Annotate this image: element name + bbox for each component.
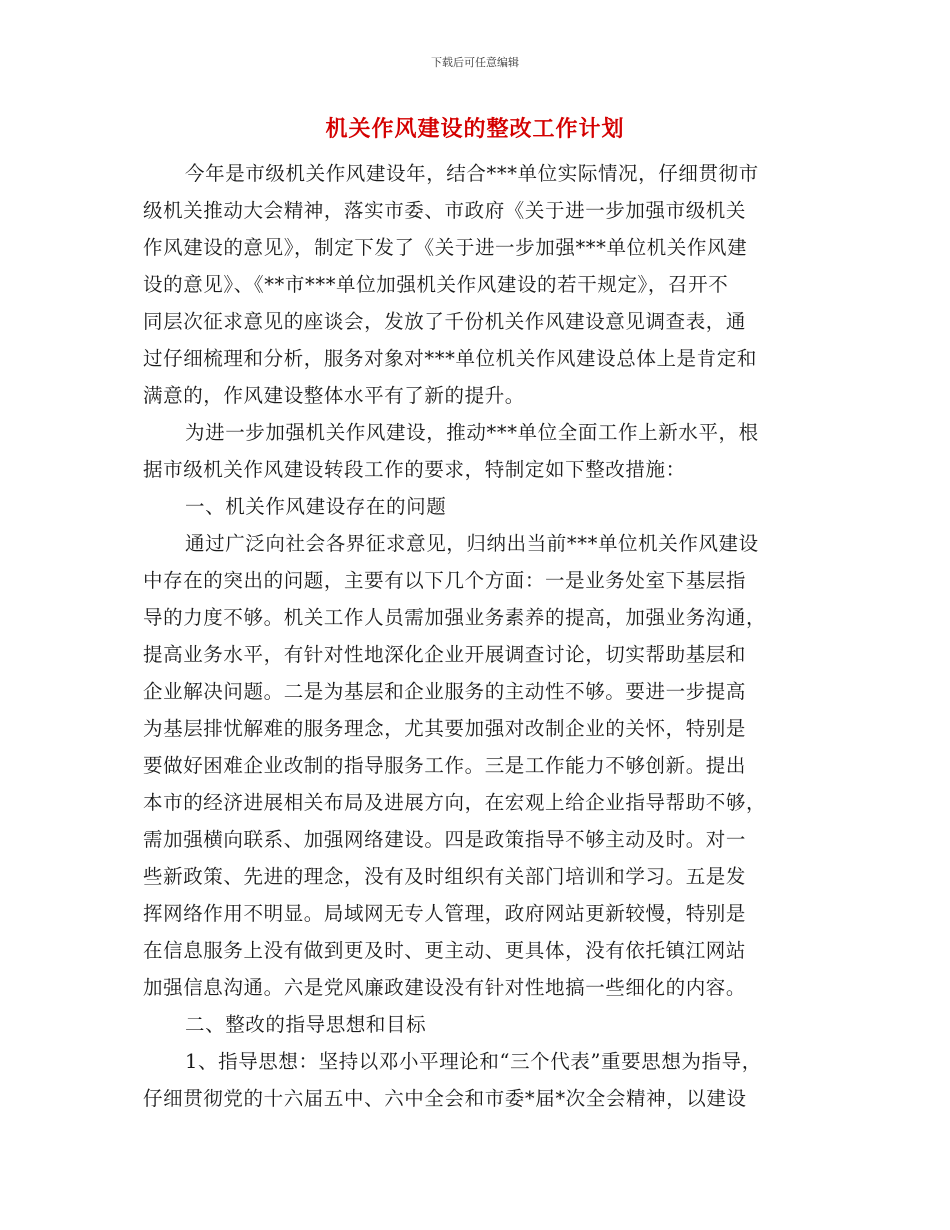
- body-line: 据市级机关作风建设转段工作的要求，特制定如下整改措施：: [143, 458, 686, 481]
- body-line: 1、指导思想：坚持以邓小平理论和“三个代表”重要思想为指导，: [185, 1050, 762, 1073]
- body-line: 提高业务水平，有针对性地深化企业开展调查讨论，切实帮助基层和: [143, 643, 747, 666]
- body-line: 设的意见》、《**市***单位加强机关作风建设的若干规定》，召开不: [143, 273, 729, 296]
- body-line: 些新政策、先进的理念，没有及时组织有关部门培训和学习。五是发: [143, 865, 747, 888]
- body-line: 中存在的突出的问题，主要有以下几个方面：一是业务处室下基层指: [143, 569, 747, 592]
- body-line: 仔细贯彻党的十六届五中、六中全会和市委*届*次全会精神，以建设: [143, 1087, 747, 1110]
- body-line: 企业解决问题。二是为基层和企业服务的主动性不够。要进一步提高: [143, 680, 747, 703]
- body-line: 为基层排忧解难的服务理念，尤其要加强对改制企业的关怀，特别是: [143, 717, 747, 740]
- body-line: 级机关推动大会精神，落实市委、市政府《关于进一步加强市级机关: [143, 199, 747, 222]
- body-line: 本市的经济进展相关布局及进展方向，在宏观上给企业指导帮助不够，: [143, 791, 767, 814]
- document-body: [143, 155, 808, 1117]
- body-line: 同层次征求意见的座谈会，发放了千份机关作风建设意见调查表，通: [143, 310, 747, 333]
- body-line: 满意的，作风建设整体水平有了新的提升。: [143, 384, 525, 407]
- body-line: 加强信息沟通。六是党风廉政建设没有针对性地搞一些细化的内容。: [143, 976, 747, 999]
- body-line: 二、整改的指导思想和目标: [185, 1013, 427, 1036]
- body-line: 通过广泛向社会各界征求意见，归纳出当前***单位机关作风建设: [185, 532, 759, 555]
- body-line: 作风建设的意见》，制定下发了《关于进一步加强***单位机关作风建: [143, 236, 748, 259]
- body-line: 需加强横向联系、加强网络建设。四是政策指导不够主动及时。对一: [143, 828, 747, 851]
- body-line: 过仔细梳理和分析，服务对象对***单位机关作风建设总体上是肯定和: [143, 347, 757, 370]
- body-line: 在信息服务上没有做到更及时、更主动、更具体，没有依托镇江网站: [143, 939, 747, 962]
- body-line: 为进一步加强机关作风建设，推动***单位全面工作上新水平，根: [185, 421, 759, 444]
- body-line: 今年是市级机关作风建设年，结合***单位实际情况，仔细贯彻市: [185, 162, 759, 185]
- body-line: 导的力度不够。机关工作人员需加强业务素养的提高，加强业务沟通，: [143, 606, 767, 629]
- header-note: 下载后可任意编辑: [431, 56, 519, 69]
- body-line: 挥网络作用不明显。局域网无专人管理，政府网站更新较慢，特别是: [143, 902, 747, 925]
- body-line: 一、机关作风建设存在的问题: [185, 495, 447, 518]
- document-title: 机关作风建设的整改工作计划: [325, 116, 625, 142]
- body-line: 要做好困难企业改制的指导服务工作。三是工作能力不够创新。提出: [143, 754, 747, 777]
